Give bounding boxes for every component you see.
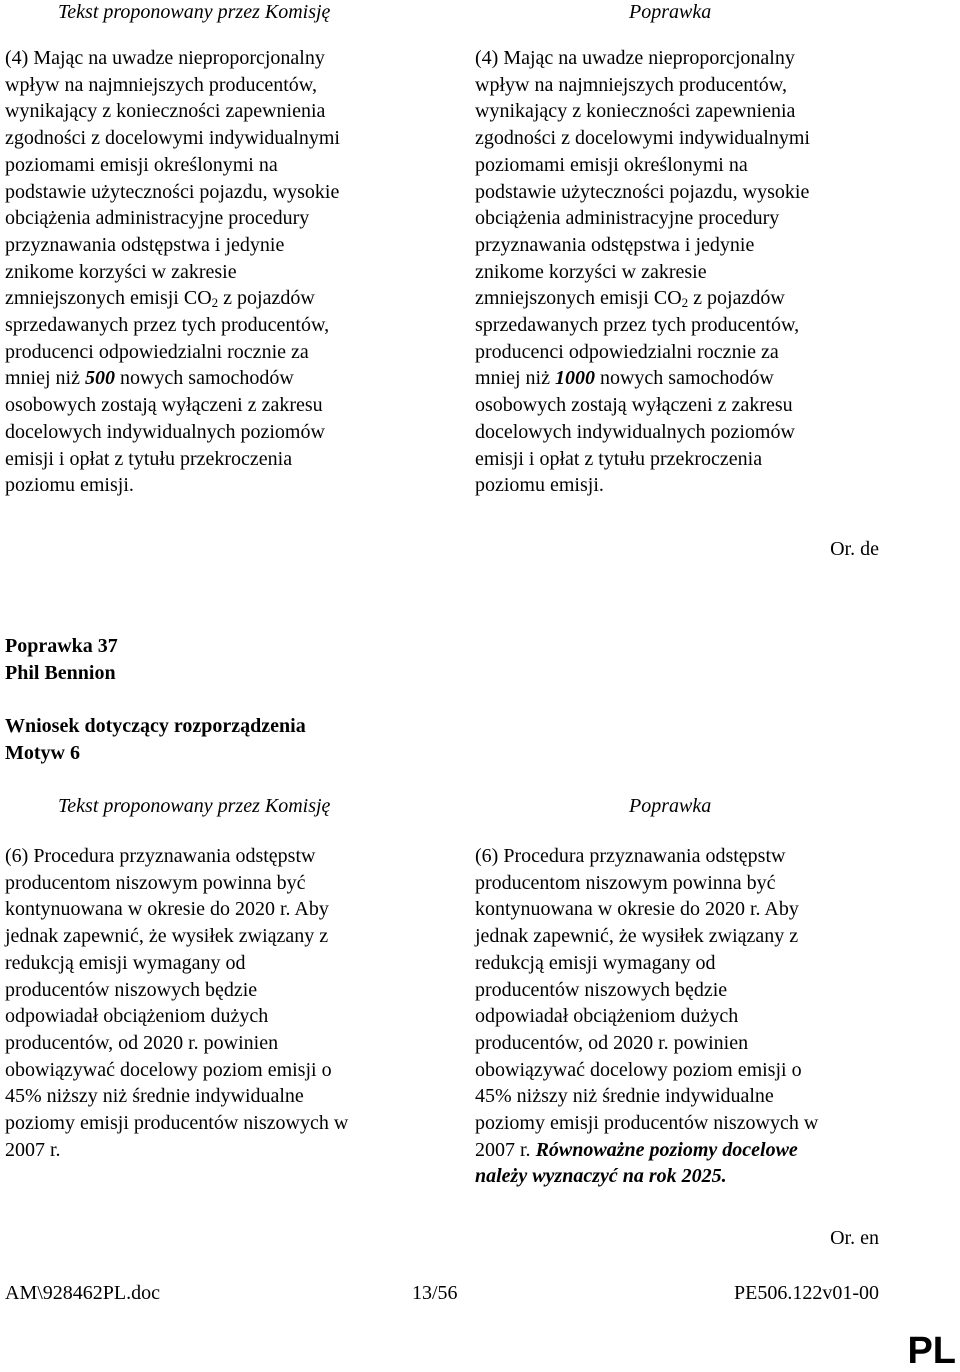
commission-text-recital-4 <box>5 45 465 499</box>
text-line: producenci odpowiedzialni rocznie za <box>475 340 779 363</box>
pe-reference: PE506.122v01-00 <box>734 1282 879 1304</box>
text-line: wynikający z konieczności zapewnienia <box>475 100 796 123</box>
text-line: sprzedawanych przez tych producentów, <box>475 314 800 337</box>
amendment-text-recital-6 <box>475 843 945 1190</box>
amendment-title: Poprawka 37 <box>5 635 118 657</box>
text-line: znikome korzyści w zakresie <box>5 260 237 283</box>
text-line: wpływ na najmniejszych producentów, <box>475 73 787 96</box>
text-line: wynikający z konieczności zapewnienia <box>5 100 326 123</box>
text-line: sprzedawanych przez tych producentów, <box>5 314 330 337</box>
text-line: obowiązywać docelowy poziom emisji o <box>5 1058 332 1081</box>
language-code: PL <box>907 1330 956 1372</box>
text-line: obciążenia administracyjne procedury <box>475 207 780 230</box>
text-line: producentów, od 2020 r. powinien <box>5 1031 279 1054</box>
text-line: producentów niszowych będzie <box>475 978 728 1001</box>
added-text: Równoważne poziomy docelowe <box>530 1138 798 1161</box>
column-heading-amendment: Poprawka <box>629 795 712 817</box>
text-line: znikome korzyści w zakresie <box>475 260 707 283</box>
text-line: producentom niszowym powinna być <box>475 871 776 894</box>
text-line: poziomy emisji producentów niszowych w <box>5 1112 349 1135</box>
text-line: 45% niższy niż średnie indywidualne <box>475 1085 774 1108</box>
text-line: (4) Mając na uwadze nieproporcjonalny <box>5 47 325 69</box>
text-line: (6) Procedura przyznawania odstępstw <box>475 845 786 867</box>
commission-text-recital-6 <box>5 843 465 1163</box>
text-line: emisji i opłat z tytułu przekroczenia <box>5 447 293 470</box>
text-line: jednak zapewnić, że wysiłek związany z <box>475 925 799 948</box>
subscript-2: 2 <box>681 295 689 311</box>
text-fragment: zmniejszonych emisji CO <box>5 287 212 310</box>
text-line: odpowiadał obciążeniom dużych <box>475 1005 739 1028</box>
text-line: 45% niższy niż średnie indywidualne <box>5 1085 304 1108</box>
text-line: poziomu emisji. <box>475 474 604 497</box>
changed-number: 1000 <box>554 367 595 390</box>
document-reference: AM\928462PL.doc <box>5 1282 160 1304</box>
text-line: przyznawania odstępstwa i jedynie <box>475 233 755 256</box>
text-line-number <box>5 365 465 392</box>
column-heading-commission: Tekst proponowany przez Komisję <box>58 795 331 817</box>
text-line: podstawie użyteczności pojazdu, wysokie <box>475 180 810 203</box>
text-line: kontynuowana w okresie do 2020 r. Aby <box>5 898 329 921</box>
text-fragment: mniej niż <box>5 367 85 390</box>
text-line: producentów niszowych będzie <box>5 978 258 1001</box>
text-line: (6) Procedura przyznawania odstępstw <box>5 845 316 867</box>
text-line: producentów, od 2020 r. powinien <box>475 1031 749 1054</box>
text-fragment: z pojazdów <box>218 287 315 310</box>
text-line: redukcją emisji wymagany od <box>475 951 716 974</box>
text-line: producentom niszowym powinna być <box>5 871 306 894</box>
column-heading-commission: Tekst proponowany przez Komisję <box>58 1 331 23</box>
text-line: emisji i opłat z tytułu przekroczenia <box>475 447 763 470</box>
original-language-note: Or. en <box>830 1227 879 1249</box>
text-line: osobowych zostają wyłączeni z zakresu <box>5 394 323 417</box>
text-fragment: nowych samochodów <box>114 367 294 390</box>
text-fragment: zmniejszonych emisji CO <box>475 287 682 310</box>
text-line: 2007 r. <box>5 1138 61 1161</box>
text-line-co2 <box>5 285 465 312</box>
text-line: obowiązywać docelowy poziom emisji o <box>475 1058 802 1081</box>
text-fragment: z pojazdów <box>688 287 785 310</box>
text-line: docelowych indywidualnych poziomów <box>5 420 325 443</box>
text-line: poziomami emisji określonymi na <box>5 153 278 176</box>
text-line-added <box>475 1137 945 1164</box>
text-line-number <box>475 365 945 392</box>
page-number: 13/56 <box>412 1282 458 1304</box>
text-line: poziomu emisji. <box>5 474 134 497</box>
text-line: poziomami emisji określonymi na <box>475 153 748 176</box>
text-line: wpływ na najmniejszych producentów, <box>5 73 317 96</box>
text-line: poziomy emisji producentów niszowych w <box>475 1112 819 1135</box>
text-line-co2 <box>475 285 945 312</box>
text-line: producenci odpowiedzialni rocznie za <box>5 340 309 363</box>
text-line: jednak zapewnić, że wysiłek związany z <box>5 925 329 948</box>
recital-label: Motyw 6 <box>5 742 80 764</box>
text-line: zgodności z docelowymi indywidualnymi <box>5 127 340 150</box>
amendment-author: Phil Bennion <box>5 662 116 684</box>
text-line: osobowych zostają wyłączeni z zakresu <box>475 394 793 417</box>
text-line: odpowiadał obciążeniom dużych <box>5 1005 269 1028</box>
text-line: redukcją emisji wymagany od <box>5 951 246 974</box>
text-fragment: nowych samochodów <box>594 367 774 390</box>
text-line: podstawie użyteczności pojazdu, wysokie <box>5 180 340 203</box>
column-heading-amendment: Poprawka <box>629 1 712 23</box>
text-line: przyznawania odstępstwa i jedynie <box>5 233 285 256</box>
subscript-2: 2 <box>211 295 219 311</box>
text-line: zgodności z docelowymi indywidualnymi <box>475 127 810 150</box>
changed-number: 500 <box>84 367 115 390</box>
amendment-text-recital-4 <box>475 45 945 499</box>
text-fragment: mniej niż <box>475 367 555 390</box>
original-language-note: Or. de <box>830 538 879 560</box>
text-line: kontynuowana w okresie do 2020 r. Aby <box>475 898 799 921</box>
text-line: (4) Mając na uwadze nieproporcjonalny <box>475 47 795 69</box>
text-fragment: 2007 r. <box>475 1138 531 1161</box>
text-line: docelowych indywidualnych poziomów <box>475 420 795 443</box>
proposal-label: Wniosek dotyczący rozporządzenia <box>5 715 306 737</box>
text-line: obciążenia administracyjne procedury <box>5 207 310 230</box>
added-text-line: należy wyznaczyć na rok 2025. <box>475 1165 727 1188</box>
